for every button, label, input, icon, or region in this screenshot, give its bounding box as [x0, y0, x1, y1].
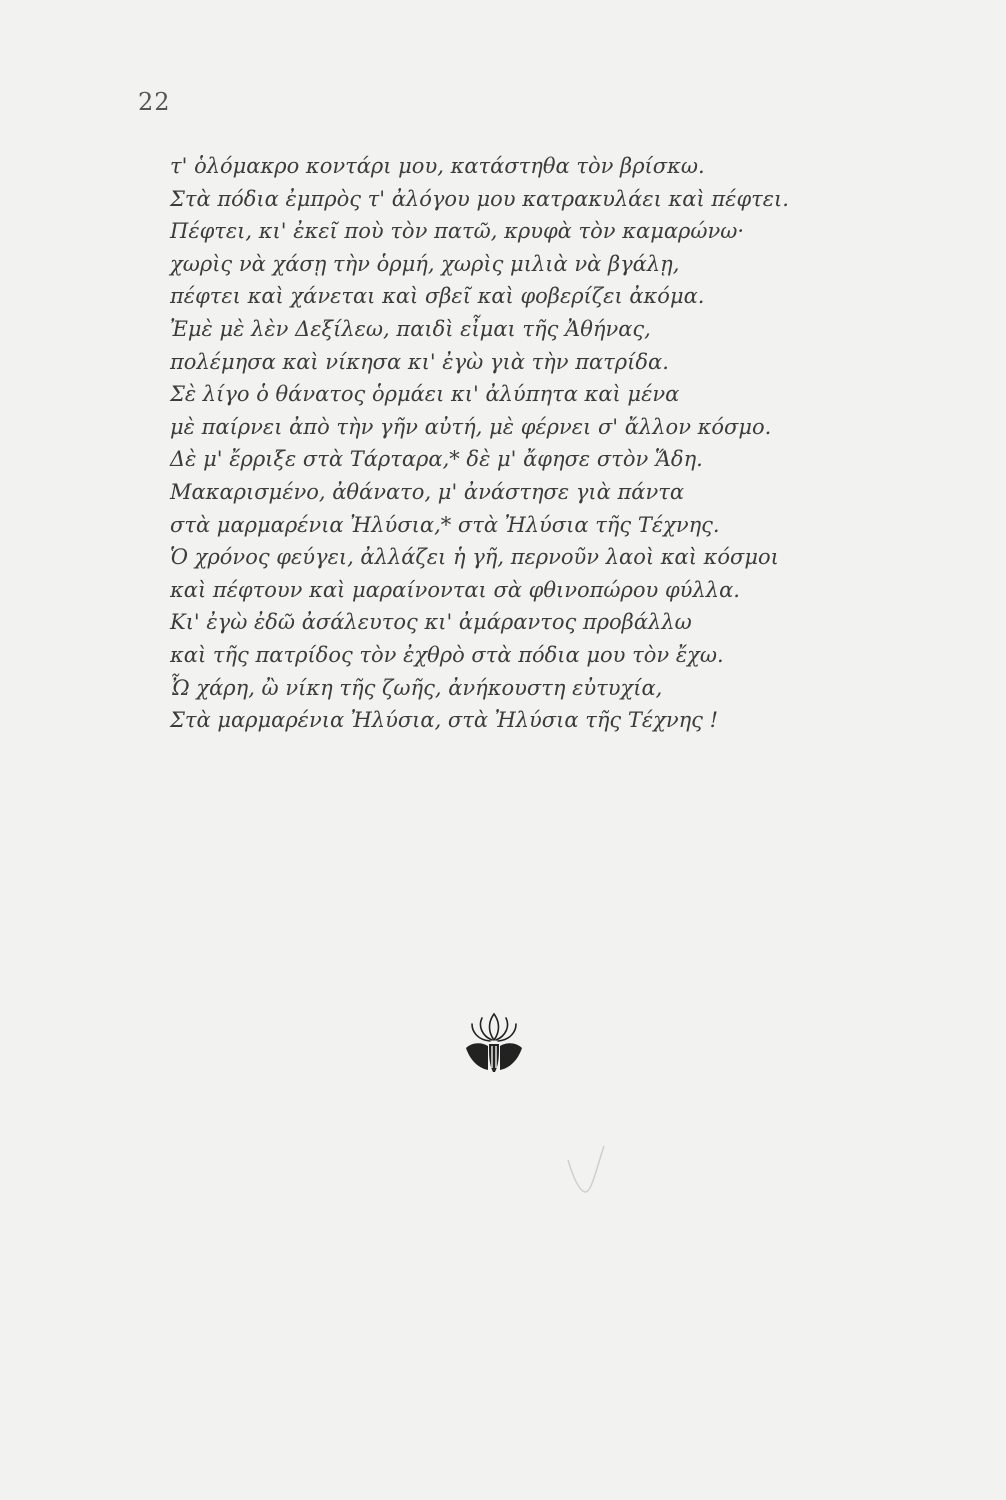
poem-line: Ὁ χρόνος φεύγει, ἀλλάζει ἡ γῆ, περνοῦν λαοὶ καὶ κόσμοι [170, 545, 779, 570]
poem-line: χωρὶς νὰ χάσῃ τὴν ὁρμή, χωρὶς μιλιὰ νὰ βγάλῃ, [170, 251, 680, 276]
poem-line: Ἐμὲ μὲ λὲν Δεξίλεω, παιδὶ εἶμαι τῆς Ἀθήνας, [170, 316, 651, 341]
poem-line: στὰ μαρμαρένια Ἠλύσια,* στὰ Ἠλύσια τῆς Τέχνης. [170, 512, 720, 537]
poem-line: μὲ παίρνει ἀπὸ τὴν γῆν αὐτή, μὲ φέρνει σ' ἄλλον κόσμο. [170, 414, 772, 439]
poem-line: τ' ὁλόμακρο κοντάρι μου, κατάστηθα τὸν βρίσκω. [170, 154, 705, 178]
poem-line: Στὰ πόδια ἐμπρὸς τ' ἀλόγου μου κατρακυλάει καὶ πέφτει. [170, 186, 789, 211]
poem-line: Πέφτει, κι' ἐκεῖ ποὺ τὸν πατῶ, κρυφὰ τὸν καμαρώνω· [170, 219, 745, 244]
poem-line: καὶ πέφτουν καὶ μαραίνονται σὰ φθινοπώρου φύλλα. [170, 577, 740, 602]
poem-line: πέφτει καὶ χάνεται καὶ σβεῖ καὶ φοβερίζει ἀκόμα. [170, 284, 705, 309]
poem-line: Σὲ λίγο ὁ θάνατος ὁρμάει κι' ἀλύπητα καὶ μένα [170, 382, 680, 407]
poem-line: Μακαρισμένο, ἀθάνατο, μ' ἀνάστησε γιὰ πάντα [170, 479, 685, 504]
poem-line: Δὲ μ' ἔρριξε στὰ Τάρταρα,* δὲ μ' ἄφησε στὸν Ἅδη. [170, 447, 703, 472]
poem-text [170, 150, 890, 737]
poem-line: καὶ τῆς πατρίδος τὸν ἐχθρὸ στὰ πόδια μου τὸν ἔχω. [170, 642, 724, 667]
page-number: 22 [138, 88, 171, 116]
poem-line: Κι' ἐγὼ ἐδῶ ἀσάλευτος κι' ἀμάραντος προβάλλω [170, 610, 692, 635]
lotus-flame-ornament-icon [462, 1010, 526, 1074]
poem-line: πολέμησα καὶ νίκησα κι' ἐγὼ γιὰ τὴν πατρίδα. [170, 349, 669, 374]
pencil-mark [560, 1140, 630, 1200]
poem-line: Στὰ μαρμαρένια Ἠλύσια, στὰ Ἠλύσια τῆς Τέχνης ! [170, 708, 719, 733]
poem-line: Ὦ χάρη, ὢ νίκη τῆς ζωῆς, ἀνήκουστη εὐτυχία, [170, 675, 663, 700]
